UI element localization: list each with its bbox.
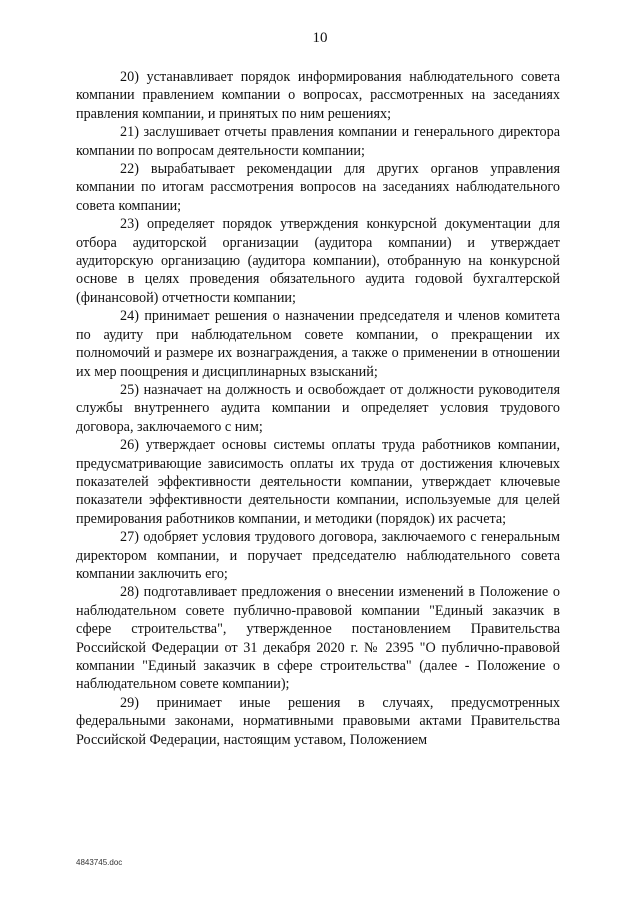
paragraph-24: 24) принимает решения о назначении председателя и членов комитета по аудиту при наблюдательном совете компании, о прекращении их полномочий и размере их вознаграждения, а также о применении в отношении их мер поощрения и дисциплинарных взысканий; bbox=[76, 308, 560, 380]
paragraph-29: 29) принимает иные решения в случаях, предусмотренных федеральными законами, нормативными правовыми актами Правительства Российской Федерации, настоящим уставом, Положением bbox=[76, 694, 560, 748]
paragraph-27: 27) одобряет условия трудового договора, заключаемого с генеральным директором компании, и поручает председателю наблюдательного совета компании заключить его; bbox=[76, 529, 560, 582]
paragraph-20: 20) устанавливает порядок информирования наблюдательного совета компании правлением компании о вопросах, рассмотренных на заседаниях правления компании, и принятых по ним решениях; bbox=[76, 69, 560, 122]
document-body bbox=[76, 68, 560, 749]
page-number: 10 bbox=[312, 30, 328, 46]
paragraph-25: 25) назначает на должность и освобождает от должности руководителя службы внутреннего аудита компании и определяет условия трудового договора, заключаемого с ним; bbox=[76, 381, 560, 435]
paragraph-21: 21) заслушивает отчеты правления компании и генерального директора компании по вопросам деятельности компании; bbox=[76, 124, 560, 159]
paragraph-22: 22) вырабатывает рекомендации для других органов управления компании по итогам рассмотрения вопросов на заседаниях наблюдательного совета компании; bbox=[76, 161, 560, 214]
paragraph-26: 26) утверждает основы системы оплаты труда работников компании, предусматривающие зависимость оплаты их труда от достижения ключевых показателей эффективности деятельности компании, утверждает ключевые показатели эффективности деятельности компании, используемые для целей премирования работников компании, и методики (порядок) их расчета; bbox=[76, 437, 560, 527]
file-name-footer: 4843745.doc bbox=[76, 858, 123, 867]
paragraph-28: 28) подготавливает предложения о внесении изменений в Положение о наблюдательном совете публично-правовой компании "Единый заказчик в сфере строительства", утвержденное постановлением Правительства Российской Федерации от 31 декабря 2020 г. № 2395 "О публично-правовой компании "Единый заказчик в сфере строительства" (далее - Положение о наблюдательном совете компании); bbox=[76, 584, 560, 693]
paragraph-23: 23) определяет порядок утверждения конкурсной документации для отбора аудиторской организации (аудитора компании) и утверждает аудиторскую организацию (аудитора компании), отобранную на конкурсной основе в целях проведения обязательного аудита годовой бухгалтерской (финансовой) отчетности компании; bbox=[76, 216, 560, 306]
